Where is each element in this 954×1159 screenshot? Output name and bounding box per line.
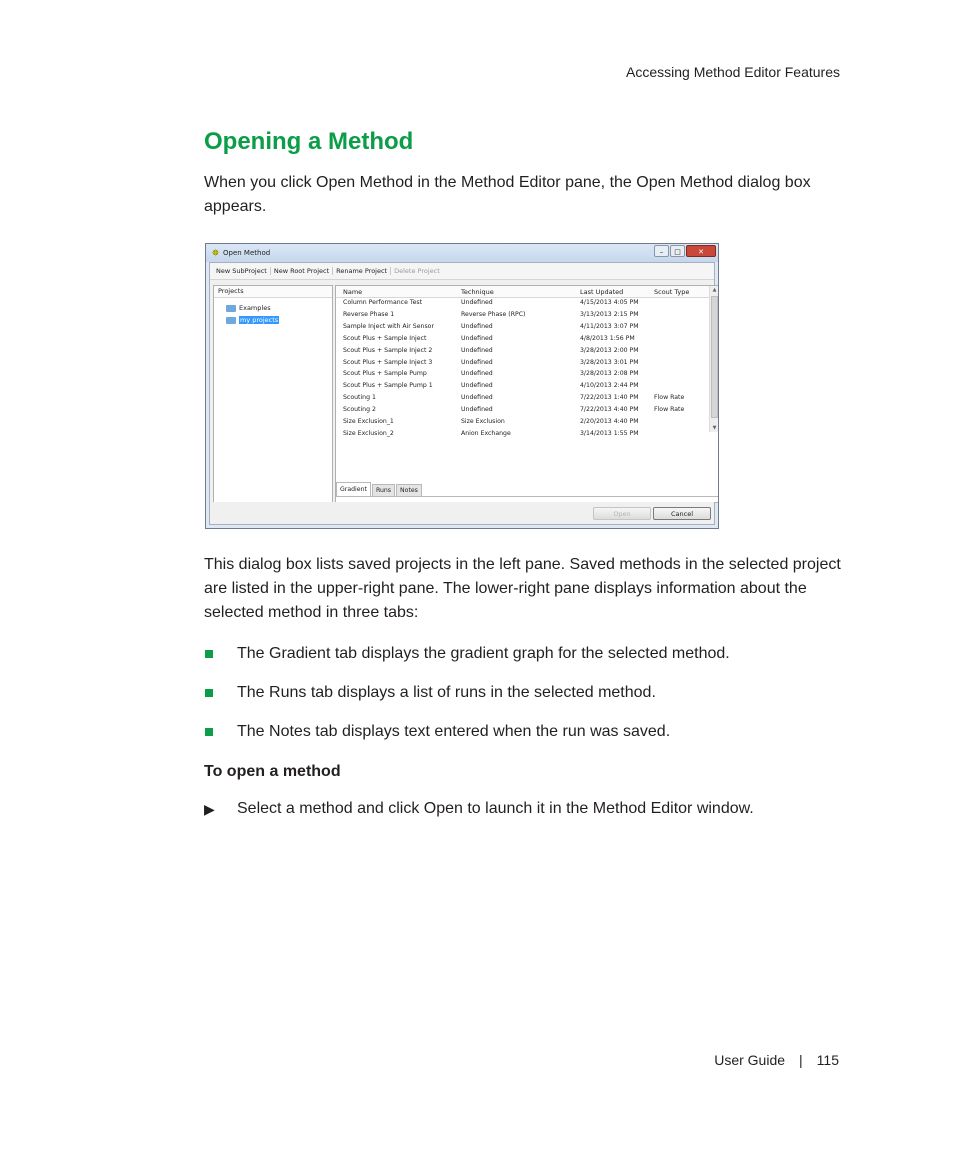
list-item [204, 720, 844, 759]
table-cell: Scout Plus + Sample Inject 3 [343, 358, 433, 366]
table-cell: Undefined [461, 299, 493, 306]
scroll-up-icon[interactable]: ▲ [712, 287, 717, 293]
table-row[interactable] [336, 309, 709, 321]
tab-description-list [204, 642, 844, 759]
methods-pane [335, 285, 719, 503]
folder-icon [226, 317, 236, 324]
table-cell: 4/11/2013 3:07 PM [580, 322, 639, 330]
table-cell: Scout Plus + Sample Inject 2 [343, 346, 433, 354]
delete-project-button[interactable]: Delete Project [394, 267, 440, 275]
method-detail-tabs [336, 482, 719, 497]
table-cell: 3/14/2013 1:55 PM [580, 429, 639, 437]
page-number: 115 [816, 1052, 839, 1068]
step-arrow-icon: ▶ [204, 801, 215, 817]
table-cell: 3/13/2013 2:15 PM [580, 310, 639, 318]
projects-header: Projects [214, 286, 332, 298]
table-cell: Undefined [461, 370, 493, 378]
table-cell: Flow Rate [654, 406, 685, 414]
folder-icon [226, 305, 236, 312]
table-row[interactable] [336, 404, 709, 416]
table-row[interactable] [336, 392, 709, 404]
table-cell: Undefined [461, 334, 493, 342]
list-item-text: The Notes tab displays text entered when the run was saved. [237, 723, 671, 740]
tree-item-my-projects[interactable] [226, 315, 279, 325]
table-row[interactable] [336, 357, 709, 369]
procedure-step [204, 797, 844, 821]
table-row[interactable] [336, 416, 709, 428]
table-row[interactable] [336, 380, 709, 392]
table-cell: Reverse Phase 1 [343, 310, 395, 318]
table-cell: Undefined [461, 322, 493, 330]
page-title: Opening a Method [204, 128, 414, 155]
dialog-title: Open Method [223, 249, 271, 257]
new-subproject-button[interactable]: New SubProject [213, 267, 271, 275]
table-cell: 3/28/2013 2:08 PM [580, 370, 639, 378]
step-text: Select a method and click Open to launch it in the Method Editor window. [237, 800, 754, 817]
list-item-text: The Gradient tab displays the gradient graph for the selected method. [237, 645, 730, 662]
table-row[interactable] [336, 345, 709, 357]
table-cell: Undefined [461, 394, 493, 402]
table-cell: Flow Rate [654, 394, 685, 402]
footer-separator: | [799, 1052, 803, 1068]
table-cell: 3/28/2013 2:00 PM [580, 346, 639, 354]
open-button[interactable]: Open [593, 507, 651, 520]
tab-runs[interactable]: Runs [372, 484, 395, 496]
scroll-down-icon[interactable]: ▼ [712, 425, 717, 431]
table-cell: 4/10/2013 2:44 PM [580, 382, 639, 390]
tab-notes[interactable]: Notes [396, 484, 422, 496]
scrollbar-thumb[interactable] [711, 296, 718, 418]
table-cell: 7/22/2013 1:40 PM [580, 394, 639, 402]
running-head: Accessing Method Editor Features [626, 64, 840, 80]
methods-scrollbar[interactable] [709, 286, 719, 432]
table-cell: Undefined [461, 358, 493, 366]
table-row[interactable] [336, 321, 709, 333]
table-row[interactable] [336, 368, 709, 380]
list-item [204, 642, 844, 681]
table-cell: Scout Plus + Sample Pump 1 [343, 382, 433, 390]
table-cell: Scouting 1 [343, 394, 376, 402]
table-cell: Column Performance Test [343, 299, 423, 306]
table-cell: 4/8/2013 1:56 PM [580, 334, 635, 342]
table-cell: Sample Inject with Air Sensor [343, 322, 434, 330]
table-cell: Undefined [461, 406, 493, 414]
table-cell: 2/20/2013 4:40 PM [580, 418, 639, 425]
dialog-button-bar [210, 502, 714, 524]
table-cell: Scout Plus + Sample Pump [343, 370, 427, 378]
bullet-square-icon [205, 650, 213, 658]
table-cell: Anion Exchange [461, 429, 511, 437]
column-header-technique[interactable]: Technique [461, 288, 494, 296]
rename-project-button[interactable]: Rename Project [333, 267, 391, 275]
bullet-square-icon [205, 689, 213, 697]
table-row[interactable] [336, 428, 709, 440]
tab-gradient[interactable]: Gradient [336, 482, 371, 496]
table-cell: 3/28/2013 3:01 PM [580, 358, 639, 366]
table-cell: Size Exclusion_1 [343, 418, 394, 425]
table-row[interactable] [336, 297, 709, 309]
tree-item-label: my projects [240, 316, 279, 324]
maximize-button[interactable]: □ [670, 245, 685, 257]
close-button[interactable]: ✕ [686, 245, 716, 257]
table-cell: Size Exclusion_2 [343, 429, 394, 437]
table-cell: Size Exclusion [461, 418, 505, 425]
dialog-body [209, 262, 715, 525]
minimize-button[interactable]: – [654, 245, 669, 257]
projects-pane [213, 285, 333, 503]
page-footer [714, 1052, 839, 1068]
table-cell: Undefined [461, 346, 493, 354]
open-method-dialog [205, 243, 719, 529]
column-header-scout-type[interactable]: Scout Type [654, 288, 690, 296]
list-item [204, 681, 844, 720]
app-icon [211, 248, 220, 257]
intro-paragraph: When you click Open Method in the Method Editor pane, the Open Method dialog box appears. [204, 174, 811, 215]
procedure-heading: To open a method [204, 763, 341, 780]
tree-item-examples[interactable] [226, 303, 271, 313]
table-cell: Reverse Phase (RPC) [461, 310, 526, 318]
table-cell: 4/15/2013 4:05 PM [580, 299, 639, 306]
table-row[interactable] [336, 333, 709, 345]
footer-label: User Guide [714, 1052, 786, 1068]
table-cell: 7/22/2013 4:40 PM [580, 406, 639, 414]
tree-item-label: Examples [239, 304, 271, 312]
new-root-project-button[interactable]: New Root Project [271, 267, 333, 275]
dialog-titlebar [206, 244, 718, 262]
column-header-name[interactable]: Name [343, 288, 363, 296]
table-cell: Scouting 2 [343, 406, 376, 414]
list-item-text: The Runs tab displays a list of runs in the selected method. [237, 684, 656, 701]
column-header-last-updated[interactable]: Last Updated [580, 288, 624, 296]
description-paragraph: This dialog box lists saved projects in the left pane. Saved methods in the selected project are listed in the upper-right pane. The lower-right pane displays information about the selected method in three tabs: [204, 556, 841, 621]
dialog-toolbar [210, 263, 714, 280]
bullet-square-icon [205, 728, 213, 736]
table-cell: Undefined [461, 382, 493, 390]
cancel-button[interactable]: Cancel [653, 507, 711, 520]
table-cell: Scout Plus + Sample Inject [343, 334, 427, 342]
